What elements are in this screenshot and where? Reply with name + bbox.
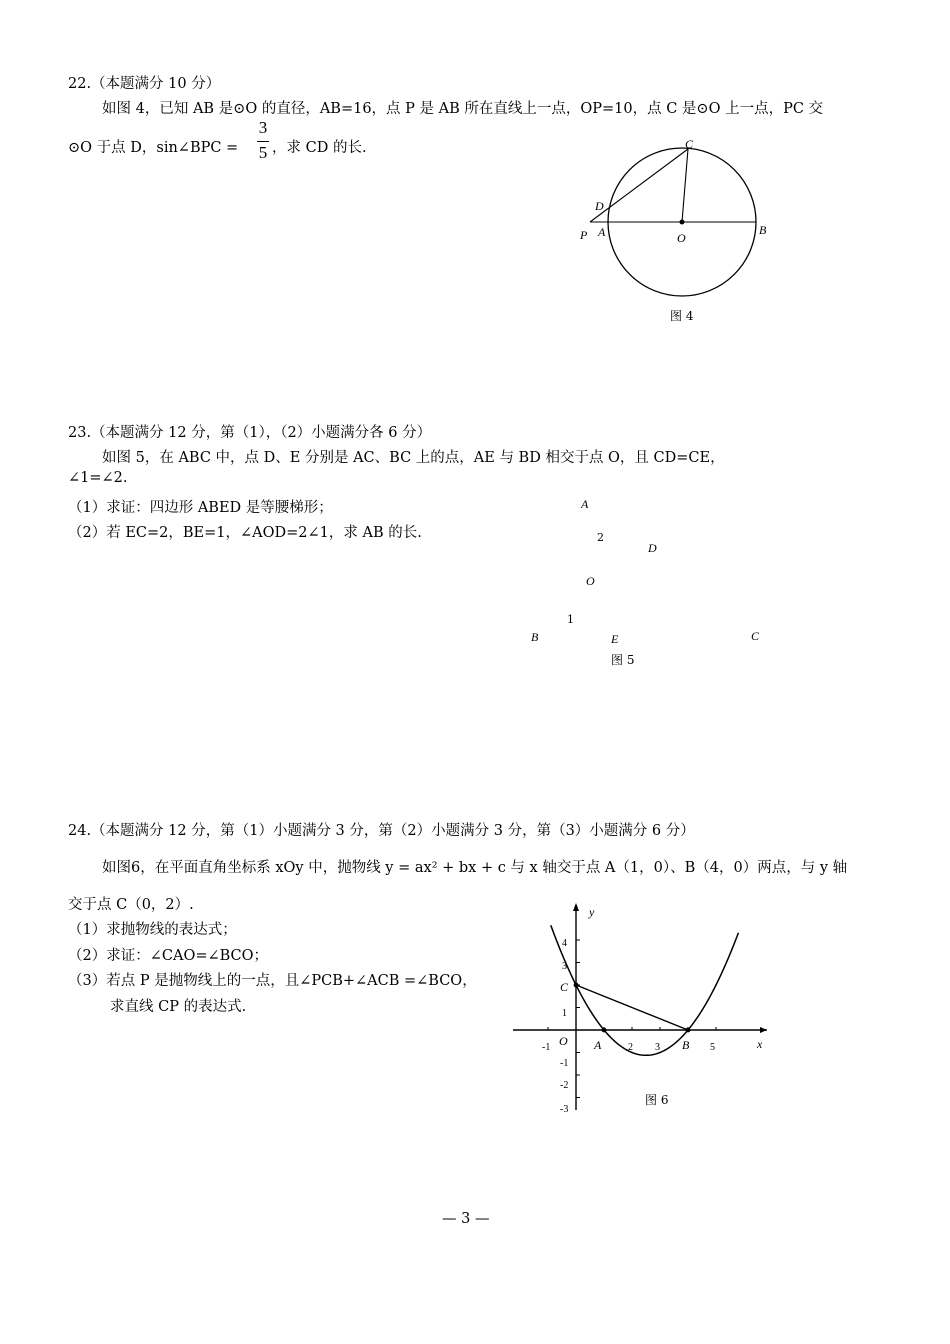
- label-b: B: [759, 223, 767, 237]
- label-d-fig5: D: [648, 541, 657, 555]
- angle-2-label: 2: [597, 531, 604, 544]
- q22-fraction-denominator: 5: [258, 143, 268, 162]
- y-axis-arrow: [573, 903, 579, 911]
- q23-item2: （2）若 EC=2，BE=1，∠AOD=2∠1，求 AB 的长.: [68, 525, 422, 541]
- label-p: P: [580, 228, 588, 242]
- line-pc: [590, 149, 688, 222]
- point-c: [574, 983, 579, 988]
- q22-line1: 如图 4，已知 AB 是⊙O 的直径，AB=16，点 P 是 AB 所在直线上一点，OP=10，点 C 是⊙O 上一点，PC 交: [102, 101, 824, 117]
- q22-line2b: ，求 CD 的长.: [272, 140, 367, 156]
- q22-heading: 22.（本题满分 10 分）: [68, 76, 221, 92]
- label-o: O: [677, 231, 686, 245]
- x-axis-label: x: [757, 1037, 763, 1051]
- q24-item3-continued: 求直线 CP 的表达式.: [110, 999, 247, 1015]
- origin-label: O: [559, 1034, 568, 1048]
- point-a: [602, 1028, 607, 1033]
- x-tick-minus1: -1: [542, 1042, 551, 1053]
- label-c-fig5: C: [751, 629, 760, 643]
- x-tick-2: 2: [628, 1042, 633, 1053]
- line-oc: [682, 149, 688, 222]
- q24-item2: （2）求证：∠CAO=∠BCO；: [68, 948, 269, 964]
- y-tick-minus1: -1: [560, 1058, 569, 1069]
- q24-line1: 如图6，在平面直角坐标系 xOy 中，抛物线 y = ax² + bx + c 与 x 轴交于点 A（1，0）、B（4，0）两点，与 y 轴: [102, 860, 848, 876]
- point-b-label: B: [682, 1038, 690, 1052]
- y-tick-1: 1: [562, 1008, 567, 1019]
- point-c-label: C: [560, 980, 569, 994]
- label-b-fig5: B: [531, 630, 539, 644]
- figure-5-caption: 图 5: [611, 653, 635, 667]
- label-a: A: [598, 225, 606, 239]
- line-cb: [576, 985, 688, 1030]
- q24-heading: 24.（本题满分 12 分，第（1）小题满分 3 分，第（2）小题满分 3 分，第（3）小题满分 6 分）: [68, 823, 695, 839]
- q23-line1: 如图 5，在 ABC 中，点 D、E 分别是 AC、BC 上的点，AE 与 BD 相交于点 O，且 CD=CE，: [102, 450, 725, 466]
- figure-6-chart: [505, 895, 780, 1120]
- q22-fraction-numerator: 3: [258, 118, 268, 137]
- q23-item1: （1）求证：四边形 ABED 是等腰梯形；: [68, 500, 333, 516]
- point-b: [686, 1028, 691, 1033]
- figure-4-caption: 图 4: [670, 309, 694, 323]
- y-tick-minus3: -3: [560, 1104, 569, 1115]
- q24-item1: （1）求抛物线的表达式；: [68, 922, 237, 938]
- label-o-fig5: O: [586, 574, 595, 588]
- q23-line2: ∠1=∠2.: [68, 470, 128, 486]
- plot-area: [513, 903, 767, 1110]
- q24-line2: 交于点 C（0，2）.: [68, 897, 194, 913]
- figure-4-drawing: [590, 148, 756, 296]
- label-d: D: [595, 199, 604, 213]
- x-axis-arrow: [760, 1027, 767, 1033]
- parabola-curve: [551, 925, 739, 1055]
- q24-item3: （3）若点 P 是抛物线上的一点，且∠PCB+∠ACB =∠BCO，: [68, 973, 477, 989]
- x-tick-5: 5: [710, 1042, 715, 1053]
- page-number: — 3 —: [442, 1211, 490, 1227]
- y-axis-label: y: [589, 905, 595, 919]
- figure-6-caption: 图 6: [645, 1093, 669, 1107]
- q22-line2a: ⊙O 于点 D，sin∠BPC =: [68, 140, 239, 156]
- y-tick-4: 4: [562, 938, 567, 949]
- label-a-fig5: A: [581, 497, 589, 511]
- q23-heading: 23.（本题满分 12 分，第（1），（2）小题满分各 6 分）: [68, 425, 432, 441]
- point-o: [680, 220, 685, 225]
- y-tick-3: 3: [562, 961, 567, 972]
- label-e-fig5: E: [611, 632, 619, 646]
- angle-1-label: 1: [567, 613, 574, 626]
- y-tick-minus2: -2: [560, 1080, 569, 1091]
- x-tick-3: 3: [655, 1042, 660, 1053]
- label-c: C: [685, 137, 694, 151]
- point-a-label: A: [594, 1038, 602, 1052]
